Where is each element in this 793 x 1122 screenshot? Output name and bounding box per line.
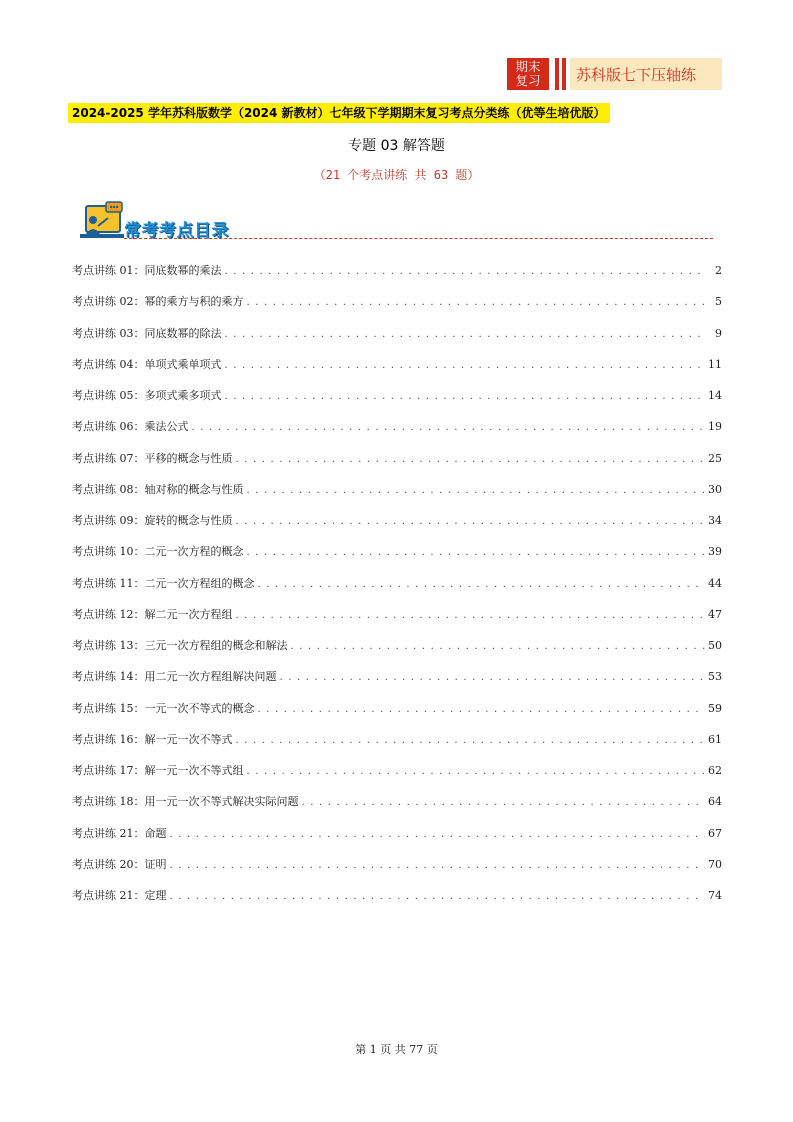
toc-entry-page: 62 [708,764,722,777]
toc-entry-label: 考点讲练 03：同底数幂的除法 [72,326,222,340]
toc-entry-label: 考点讲练 06：乘法公式 [72,420,189,434]
toc-entry[interactable] [72,731,722,762]
toc-entry-label: 考点讲练 18：用一元一次不等式解决实际问题 [72,795,299,809]
toc-leader-dots [258,704,706,715]
toc-entry-label: 考点讲练 17：解一元一次不等式组 [72,764,244,777]
badge-line1: 期末 [515,59,541,74]
toc-entry[interactable] [72,700,722,731]
toc-entry[interactable] [72,575,722,606]
toc-entry[interactable] [72,637,722,668]
toc-entry-page: 5 [715,295,722,309]
toc-entry-label: 考点讲练 15：一元一次不等式的概念 [72,701,255,715]
toc-entry-label: 考点讲练 04：单项式乘单项式 [72,357,222,371]
toc-leader-dots [247,547,706,558]
teacher-presentation-icon [78,200,126,244]
toc-entry-label: 考点讲练 12：解二元一次方程组 [72,607,233,621]
toc-entry-page: 25 [708,451,722,465]
toc-entry[interactable] [72,450,722,481]
badge-line2: 复习 [515,73,541,88]
toc-leader-dots [225,329,706,340]
toc-leader-dots [280,672,706,683]
toc-entry-page: 64 [708,795,722,809]
toc-divider [124,238,713,239]
page-footer: 第 1 页 共 77 页 [355,1043,438,1056]
toc-entry[interactable] [72,856,722,887]
toc-entry-page: 74 [708,889,722,902]
toc-leader-dots [247,297,706,308]
toc-entry[interactable] [72,825,722,856]
toc-entry-page: 30 [708,482,722,496]
toc-entry[interactable] [72,512,722,543]
toc-entry[interactable] [72,325,722,356]
toc-heading: 常考考点目录 [124,221,229,241]
toc-entry-page: 34 [708,514,722,527]
toc-leader-dots [170,829,706,840]
toc-entry-page: 67 [708,826,722,840]
toc-entry-page: 9 [715,326,722,340]
toc-entry[interactable] [72,293,722,324]
toc-entry-page: 19 [708,420,722,434]
toc-entry-page: 44 [708,576,722,590]
toc-entry[interactable] [72,387,722,418]
toc-entry-page: 2 [715,264,722,277]
toc-leader-dots [236,516,706,527]
toc-entry[interactable] [72,543,722,574]
toc-entry-label: 考点讲练 11：二元一次方程组的概念 [72,576,255,590]
toc-entry-label: 考点讲练 01：同底数幂的乘法 [72,264,222,277]
toc-leader-dots [170,860,706,871]
toc-leader-dots [236,454,706,465]
toc-entry[interactable] [72,762,722,793]
toc-leader-dots [236,735,706,746]
toc-entry-page: 53 [708,670,722,684]
toc-leader-dots [291,641,706,652]
toc-header [78,200,713,245]
toc-leader-dots [192,422,706,433]
toc-entry[interactable] [72,481,722,512]
toc-entry-page: 50 [708,639,722,652]
toc-entry-label: 考点讲练 10：二元一次方程的概念 [72,545,244,559]
toc-entry-page: 61 [708,732,722,746]
toc-leader-dots [247,485,706,496]
toc-entry-label: 考点讲练 05：多项式乘多项式 [72,389,222,402]
toc-entry[interactable] [72,887,722,918]
toc-entry-label: 考点讲练 02：幂的乘方与积的乘方 [72,295,244,309]
toc-entry-label: 考点讲练 13：三元一次方程组的概念和解法 [72,639,288,652]
toc-entry[interactable] [72,793,722,824]
toc-entry[interactable] [72,606,722,637]
badge-final-review [507,58,549,90]
toc-leader-dots [225,391,706,402]
toc-entry-label: 考点讲练 21：命题 [72,826,167,840]
toc-leader-dots [302,797,706,808]
toc-leader-dots [170,891,706,902]
toc-entry-page: 70 [708,857,722,871]
toc-entry-page: 59 [708,701,722,715]
topic-title: 专题 03 解答题 [348,138,445,154]
toc-leader-dots [225,266,706,277]
toc-entry[interactable] [72,668,722,699]
toc-leader-dots [236,610,706,621]
toc-entry-page: 47 [708,607,722,621]
topic-subtitle: （21 个考点讲练 共 63 题） [313,168,480,182]
toc-entry-label: 考点讲练 08：轴对称的概念与性质 [72,482,244,496]
toc-entry-page: 39 [708,545,722,559]
toc-leader-dots [247,766,706,777]
toc-entry-page: 14 [708,389,722,402]
toc-leader-dots [258,579,706,590]
badge-divider-bars [555,58,566,90]
badge-series-label: 苏科版七下压轴练 [570,58,722,90]
header-badge [507,58,722,90]
toc-entry[interactable] [72,418,722,449]
toc-entry-label: 考点讲练 09：旋转的概念与性质 [72,514,233,527]
table-of-contents [72,262,722,918]
toc-entry-page: 11 [708,357,722,371]
toc-entry[interactable] [72,262,722,293]
toc-entry-label: 考点讲练 14：用二元一次方程组解决问题 [72,670,277,684]
toc-entry-label: 考点讲练 20：证明 [72,857,167,871]
toc-entry-label: 考点讲练 07：平移的概念与性质 [72,451,233,465]
toc-leader-dots [225,360,706,371]
document-title: 2024-2025 学年苏科版数学（2024 新教材）七年级下学期期末复习考点分类练（优等生培优版） [68,103,610,123]
toc-entry-label: 考点讲练 21：定理 [72,889,167,902]
toc-entry-label: 考点讲练 16：解一元一次不等式 [72,732,233,746]
toc-entry[interactable] [72,356,722,387]
